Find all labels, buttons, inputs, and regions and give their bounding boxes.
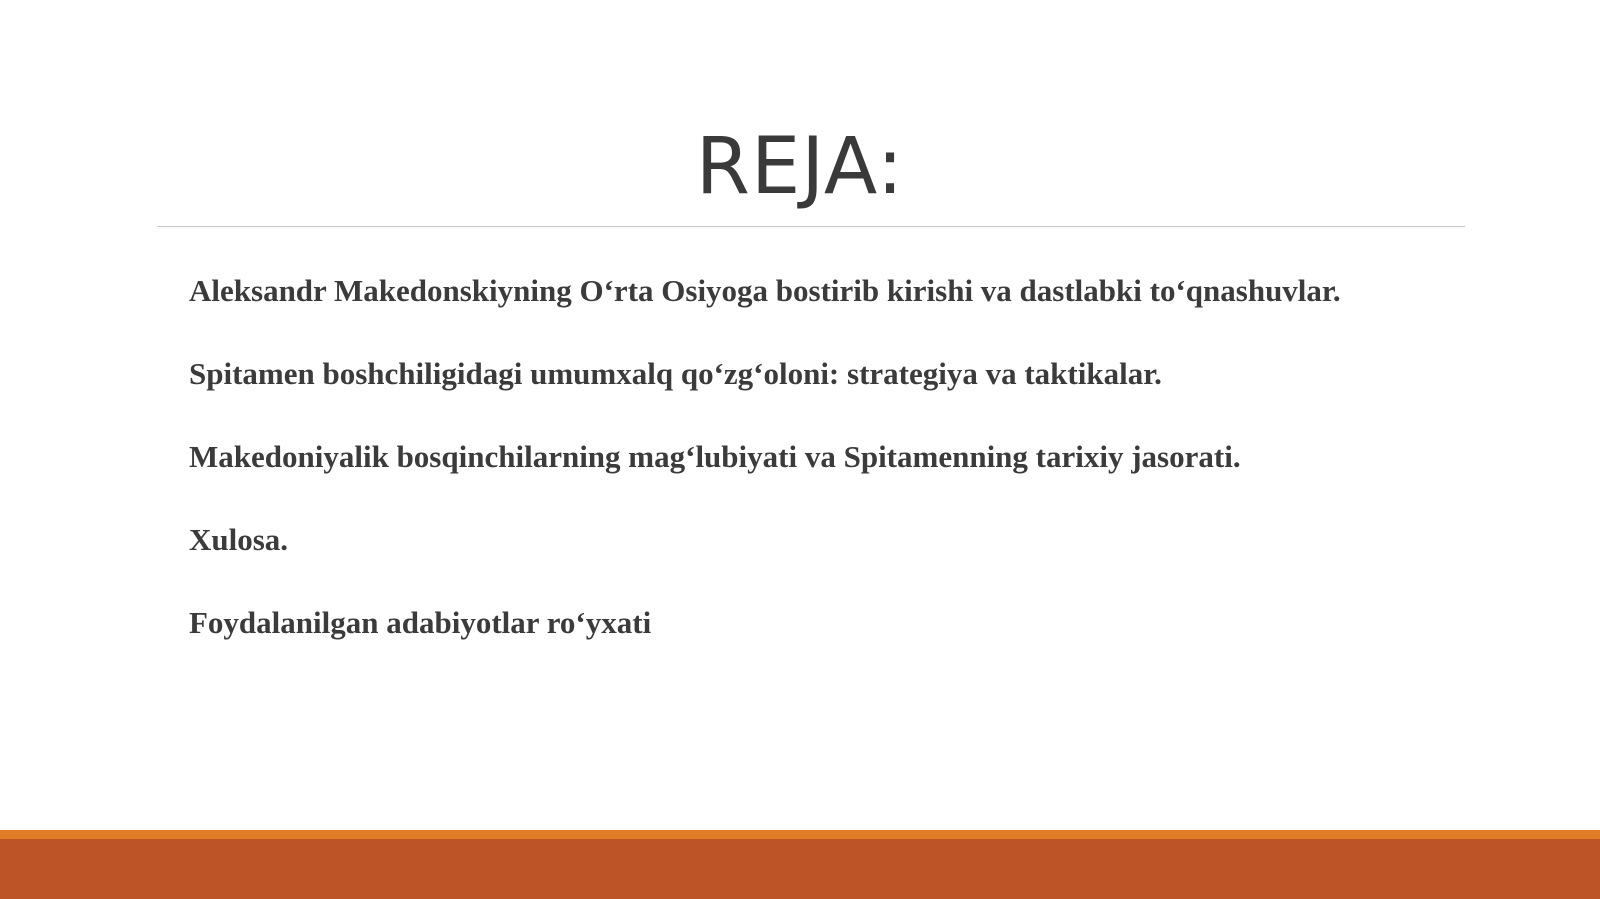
footer-bar [0,839,1600,899]
plan-item-defeat: Makedoniyalik bosqinchilarning mag‘lubiyati va Spitamenning tarixiy jasorati. [189,439,1241,474]
plan-item-conclusion: Xulosa. [189,522,289,557]
plan-item-uprising: Spitamen boshchiligidagi umumxalq qo‘zg‘oloni: strategiya va taktikalar. [189,356,1162,391]
title-divider [157,226,1465,227]
footer-accent-stripe [0,830,1600,839]
slide-title: REJA: [695,122,905,212]
plan-item-invasion: Aleksandr Makedonskiyning O‘rta Osiyoga bostirib kirishi va dastlabki to‘qnashuvlar. [189,273,1341,308]
plan-item-references: Foydalanilgan adabiyotlar ro‘yxati [189,605,652,640]
plan-list [189,266,1341,681]
